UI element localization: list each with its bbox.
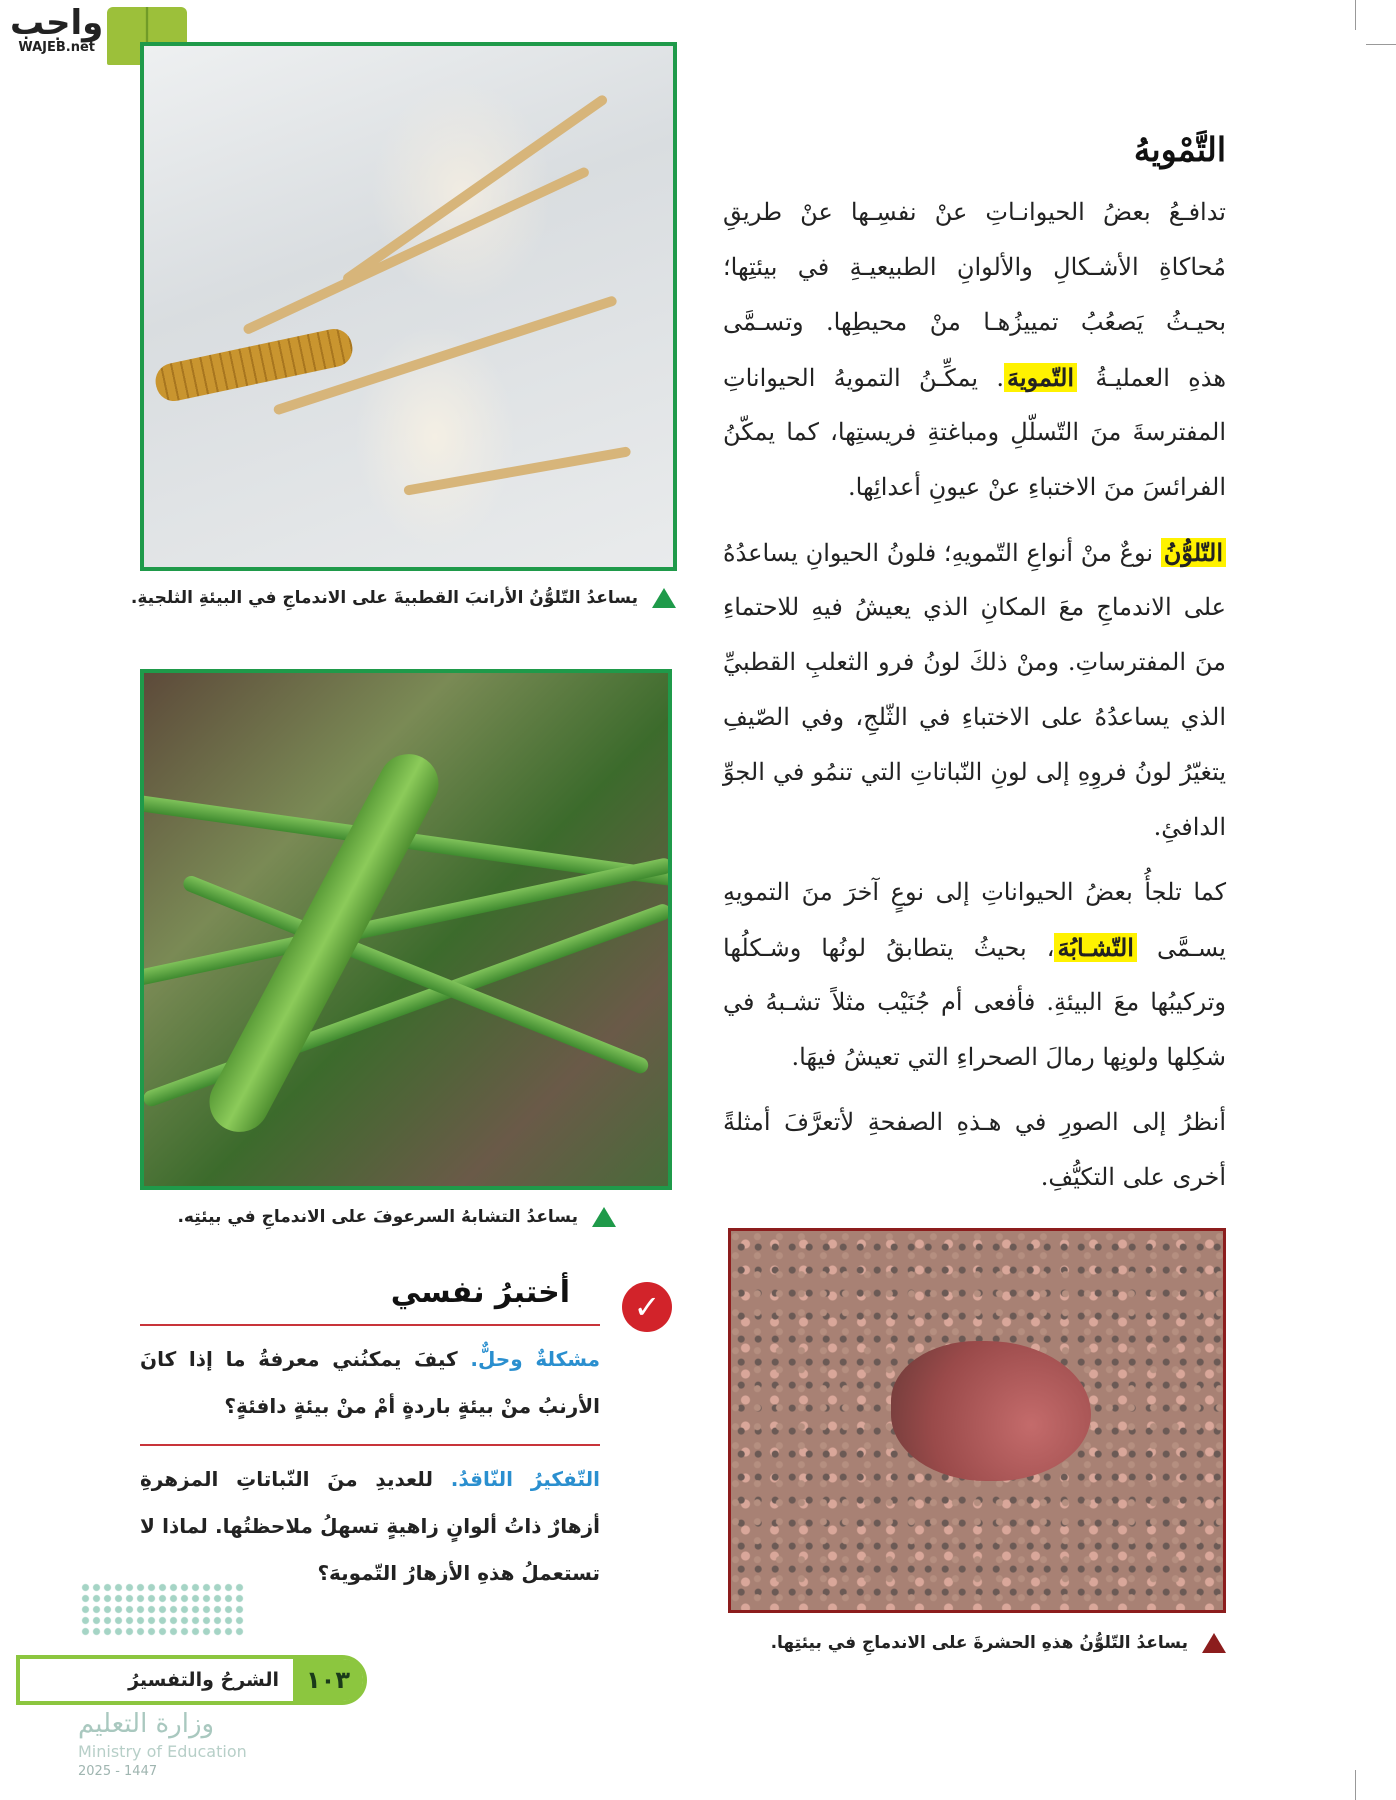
divider — [140, 1324, 600, 1326]
text-segment: الذي يساعدُهُ على الاختباءِ في الثّلجِ، وفي الصّيفِ — [723, 703, 1226, 731]
caption-text: يساعدُ التّلوُّنُ الأرانبَ القطبيةَ على الاندماجِ في البيئةِ الثلجيةِ. — [130, 588, 638, 608]
triangle-marker-icon — [1202, 1633, 1226, 1653]
text-line — [723, 920, 1226, 975]
logo-text — [10, 5, 103, 55]
text-segment: كما تلجأُ بعضُ الحيواناتِ إلى نوعٍ آخرَ منَ التمويهِ — [723, 878, 1226, 906]
self-test-title: أختبرُ نفسي — [390, 1275, 570, 1310]
straw — [403, 446, 631, 496]
watermark-en: Ministry of Education — [78, 1742, 247, 1761]
paragraph — [723, 185, 1226, 515]
text-line — [723, 405, 1226, 460]
arctic-rabbits-photo — [140, 42, 677, 571]
text-segment: يتغيّرُ لونُ فروِهِ إلى لونِ النّباتاتِ التي تنمُو في الجوِّ — [723, 758, 1227, 786]
text-line — [723, 240, 1226, 295]
text-segment: ، بحيثُ يتطابقُ لونُها وشـكلُها — [723, 934, 1055, 962]
crop-mark — [1355, 0, 1356, 30]
text-line — [723, 690, 1226, 745]
text-line — [723, 635, 1226, 690]
text-line — [723, 185, 1226, 240]
crop-mark — [1355, 1770, 1356, 1800]
text-segment: بحيـثُ يَصعُبُ تمييزُهـا منْ محيطِها. وتسـمَّى — [723, 308, 1226, 336]
paragraph — [723, 525, 1226, 855]
page-number: ١٠٣ — [293, 1659, 363, 1701]
text-line — [723, 745, 1226, 800]
question-text: كيفَ يمكنُني معرفةُ ما إذا كانَ الأرنبُ منْ بيئةٍ باردةٍ أمْ منْ بيئةٍ دافئةٍ؟ — [140, 1347, 600, 1418]
text-line — [723, 295, 1226, 350]
text-line — [723, 865, 1226, 920]
text-segment: تدافـعُ بعضُ الحيوانـاتِ عنْ نفسِـها عنْ طريقِ — [723, 198, 1226, 226]
caption-text: يساعدُ التّلوُّنُ هذهِ الحشرةَ على الاندماجِ في بيئتِها. — [770, 1633, 1188, 1653]
crop-mark — [1366, 44, 1396, 45]
text-segment: الفرائسَ منَ الاختباءِ عنْ عيونِ أعدائِها. — [848, 473, 1226, 501]
text-line — [723, 460, 1226, 515]
highlighted-term: التّمويهَ — [1004, 363, 1077, 392]
mantis-photo — [140, 669, 672, 1190]
text-line — [723, 350, 1226, 405]
text-segment: الدافئِ. — [1153, 813, 1226, 841]
insect-photo — [728, 1228, 1226, 1613]
divider — [140, 1444, 600, 1446]
ministry-dots-logo — [80, 1582, 245, 1637]
paragraph — [723, 1095, 1226, 1205]
mantis-caption — [177, 1207, 616, 1227]
watermark-year: 2025 - 1447 — [78, 1764, 158, 1779]
page-footer — [16, 1655, 367, 1705]
check-icon: ✓ — [622, 1282, 672, 1332]
caption-text: يساعدُ التشابهُ السرعوفَ على الاندماجِ في بيئتِه. — [177, 1207, 578, 1227]
highlighted-term: التّلوُّنُ — [1161, 538, 1226, 567]
straw — [341, 93, 609, 285]
insect-caption — [771, 1633, 1226, 1653]
question-critical-thinking — [140, 1456, 600, 1597]
text-segment: يسـمَّى — [1136, 934, 1226, 962]
rabbit-caption — [131, 588, 676, 608]
text-segment: شكِلها ولونِها رمالَ الصحراءِ التي تعيشُ فيهَا. — [791, 1043, 1226, 1071]
section-title: التَّمْويهُ — [1133, 130, 1226, 169]
main-text — [723, 130, 1226, 1215]
text-line — [723, 1095, 1226, 1150]
text-segment: منَ المفترساتِ. ومنْ ذلكَ لونُ فرو الثعلبِ القطبيِّ — [723, 648, 1226, 676]
text-line — [723, 1150, 1226, 1205]
text-line — [723, 800, 1226, 855]
section-label: الشرحُ والتفسيرُ — [128, 1669, 279, 1691]
camouflaged-insect — [891, 1341, 1091, 1481]
text-segment: المفترسةَ منَ التّسلّلِ ومباغتةِ فريستِها، كما يمكّنُ — [723, 418, 1226, 446]
paragraph — [723, 865, 1226, 1085]
question-label: مشكلةٌ وحلٌّ. — [470, 1347, 600, 1371]
triangle-marker-icon — [592, 1207, 616, 1227]
text-segment: أخرى على التكيُّفِ. — [1040, 1163, 1226, 1191]
text-line — [723, 1030, 1226, 1085]
logo-latin: WAJEB.net — [18, 40, 95, 55]
mantis — [199, 743, 449, 1142]
question-text: للعديدِ منَ النّباتاتِ المزهرةِ أزهارٌ ذاتُ ألوانٍ زاهيةٍ تسهلُ ملاحظتُها. لماذا لا تستعملُ هذهِ الأزهارُ التّمويهَ؟ — [140, 1467, 600, 1585]
text-segment: مُحاكاةِ الأشـكالِ والألوانِ الطبيعيـةِ في بيئتِها؛ — [723, 253, 1226, 281]
text-segment: أنظرُ إلى الصورِ في هـذهِ الصفحةِ لأتعرَّفَ أمثلةً — [723, 1108, 1226, 1136]
logo-arabic: واجب — [10, 3, 104, 43]
text-segment: وتركيبُها معَ البيئةِ. فأفعى أم جُنَيْب مثلاً تشـبهُ في — [723, 988, 1226, 1016]
paragraphs — [723, 185, 1226, 1205]
straw — [242, 166, 591, 336]
text-segment: هذهِ العمليـةُ — [1077, 364, 1226, 392]
triangle-marker-icon — [652, 588, 676, 608]
question-problem-solution — [140, 1336, 600, 1430]
text-line — [723, 580, 1226, 635]
watermark-ar: وزارة التعليم — [78, 1709, 215, 1739]
highlighted-term: التّشـابُهَ — [1054, 933, 1137, 962]
text-segment: على الاندماجِ معَ المكانِ الذي يعيشُ فيهِ للاحتماءِ — [723, 593, 1226, 621]
self-test-box — [140, 1275, 600, 1597]
question-label: التّفكيرُ النّاقدُ. — [450, 1467, 600, 1491]
text-segment: . يمكِّـنُ التمويهُ الحيواناتِ — [723, 364, 1005, 392]
text-line — [723, 525, 1226, 580]
text-line — [723, 975, 1226, 1030]
text-segment: نوعٌ منْ أنواعِ التّمويهِ؛ فلونُ الحيوانِ يساعدُهُ — [723, 539, 1161, 567]
